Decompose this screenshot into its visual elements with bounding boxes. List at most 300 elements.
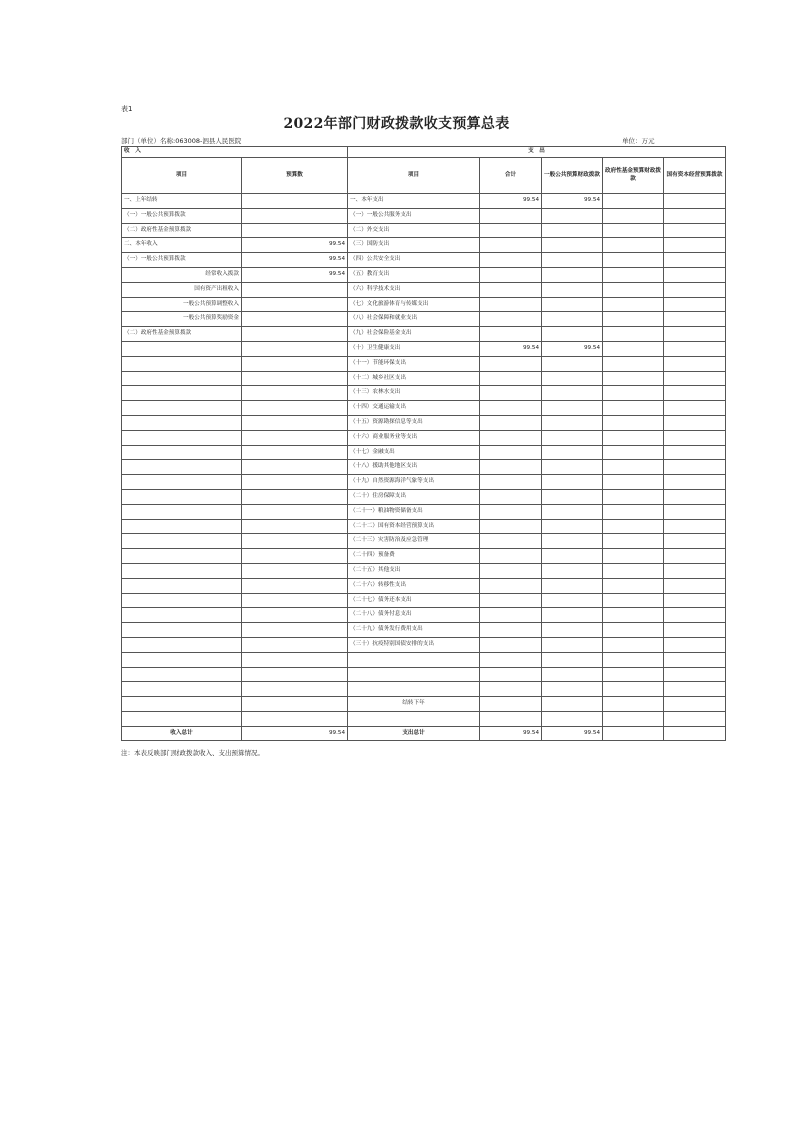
expense-item-cell: （八）社会保障和就业支出 bbox=[348, 312, 480, 327]
expense-item-cell: （二十七）债务还本支出 bbox=[348, 593, 480, 608]
expense-total-cell bbox=[480, 623, 542, 638]
income-value-cell bbox=[242, 341, 348, 356]
expense-general-cell: 99.54 bbox=[542, 341, 603, 356]
expense-total-cell bbox=[480, 401, 542, 416]
expense-capital-cell bbox=[664, 460, 726, 475]
expense-capital-cell bbox=[664, 297, 726, 312]
table-row bbox=[122, 415, 726, 430]
table-row bbox=[122, 312, 726, 327]
income-value-cell bbox=[242, 489, 348, 504]
income-value-cell bbox=[242, 697, 348, 712]
table-row bbox=[122, 697, 726, 712]
expense-fund-cell bbox=[603, 608, 664, 623]
expense-fund-cell bbox=[603, 578, 664, 593]
expense-fund-cell bbox=[603, 327, 664, 342]
expense-general-cell bbox=[542, 711, 603, 726]
expense-capital-cell bbox=[664, 519, 726, 534]
income-value-cell bbox=[242, 297, 348, 312]
table-row bbox=[122, 238, 726, 253]
expense-capital-cell bbox=[664, 312, 726, 327]
income-item-cell: 一般公共预算奖励资金 bbox=[122, 312, 242, 327]
expense-item-cell: （三十）抗疫特别国债安排的支出 bbox=[348, 637, 480, 652]
expense-total-cell bbox=[480, 593, 542, 608]
expense-item-cell: 结转下年 bbox=[348, 697, 480, 712]
income-value-cell bbox=[242, 519, 348, 534]
table-row bbox=[122, 253, 726, 268]
income-total-value: 99.54 bbox=[242, 726, 348, 741]
expense-fund-cell bbox=[603, 475, 664, 490]
income-item-cell bbox=[122, 475, 242, 490]
table-number: 表1 bbox=[121, 105, 133, 113]
income-value-cell bbox=[242, 578, 348, 593]
income-item-cell bbox=[122, 578, 242, 593]
expense-item-cell: （二十）住房保障支出 bbox=[348, 489, 480, 504]
income-item-cell bbox=[122, 386, 242, 401]
income-item-cell bbox=[122, 519, 242, 534]
table-row bbox=[122, 578, 726, 593]
income-value-cell bbox=[242, 430, 348, 445]
expense-total-cell bbox=[480, 608, 542, 623]
income-value-cell: 99.54 bbox=[242, 267, 348, 282]
income-item-cell bbox=[122, 415, 242, 430]
expense-fund-cell bbox=[603, 371, 664, 386]
income-value-cell bbox=[242, 667, 348, 682]
expense-total-cell bbox=[480, 267, 542, 282]
expense-fund-cell bbox=[603, 593, 664, 608]
income-item-header: 项目 bbox=[122, 158, 242, 194]
income-value-cell bbox=[242, 608, 348, 623]
expense-fund-cell bbox=[603, 563, 664, 578]
expense-total-cell bbox=[480, 563, 542, 578]
table-row bbox=[122, 282, 726, 297]
expense-total-cell: 99.54 bbox=[480, 341, 542, 356]
income-value-cell bbox=[242, 549, 348, 564]
table-row bbox=[122, 297, 726, 312]
expense-item-cell: （十四）交通运输支出 bbox=[348, 401, 480, 416]
expense-general-cell bbox=[542, 445, 603, 460]
income-value-cell bbox=[242, 623, 348, 638]
expense-item-cell: （十二）城乡社区支出 bbox=[348, 371, 480, 386]
expense-capital-cell bbox=[664, 578, 726, 593]
expense-general-cell bbox=[542, 475, 603, 490]
expense-general-cell bbox=[542, 356, 603, 371]
expense-fund-cell bbox=[603, 208, 664, 223]
income-value-cell bbox=[242, 223, 348, 238]
income-budget-header: 预算数 bbox=[242, 158, 348, 194]
expense-capital-cell bbox=[664, 667, 726, 682]
expense-total-cell bbox=[480, 312, 542, 327]
expense-total-cell bbox=[480, 578, 542, 593]
expense-general-cell bbox=[542, 578, 603, 593]
expense-total-cell bbox=[480, 327, 542, 342]
expense-total-cell bbox=[480, 504, 542, 519]
expense-fund-cell bbox=[603, 549, 664, 564]
expense-capital-cell bbox=[664, 253, 726, 268]
expense-total-cell bbox=[480, 386, 542, 401]
general-budget-header: 一般公共预算财政拨款 bbox=[542, 158, 603, 194]
expense-general-cell bbox=[542, 371, 603, 386]
table-row bbox=[122, 386, 726, 401]
income-item-cell: （一）一般公共预算拨款 bbox=[122, 208, 242, 223]
expense-capital-cell bbox=[664, 327, 726, 342]
income-item-cell bbox=[122, 637, 242, 652]
expense-item-header: 项目 bbox=[348, 158, 480, 194]
expense-general-cell bbox=[542, 697, 603, 712]
income-value-cell bbox=[242, 637, 348, 652]
expense-item-cell: （四）公共安全支出 bbox=[348, 253, 480, 268]
expense-item-cell: （十六）商业服务业等支出 bbox=[348, 430, 480, 445]
income-value-cell: 99.54 bbox=[242, 238, 348, 253]
expense-fund-cell bbox=[603, 282, 664, 297]
table-row bbox=[122, 401, 726, 416]
expense-capital-cell bbox=[664, 549, 726, 564]
expense-capital-cell bbox=[664, 371, 726, 386]
expense-fund-cell bbox=[603, 697, 664, 712]
department-name: 部门（单位）名称:063008-泗县人民医院 bbox=[121, 137, 242, 145]
expense-general-cell bbox=[542, 563, 603, 578]
expense-total-cell bbox=[480, 682, 542, 697]
expense-fund-cell bbox=[603, 489, 664, 504]
expense-general-cell bbox=[542, 682, 603, 697]
income-item-cell: 经常收入拨款 bbox=[122, 267, 242, 282]
income-value-cell bbox=[242, 504, 348, 519]
expense-fund-cell bbox=[603, 711, 664, 726]
expense-fund-cell bbox=[603, 415, 664, 430]
income-item-cell bbox=[122, 593, 242, 608]
income-item-cell bbox=[122, 623, 242, 638]
expense-general-cell bbox=[542, 667, 603, 682]
footnote: 注：本表反映部门财政拨款收入、支出预算情况。 bbox=[121, 749, 264, 757]
expense-fund-cell bbox=[603, 460, 664, 475]
expense-item-cell: （二十三）灾害防治及应急管理 bbox=[348, 534, 480, 549]
income-total-label: 收入总计 bbox=[122, 726, 242, 741]
expense-fund-cell bbox=[603, 238, 664, 253]
income-value-cell bbox=[242, 327, 348, 342]
expense-general-cell bbox=[542, 253, 603, 268]
expense-fund-cell bbox=[603, 519, 664, 534]
expense-capital-cell bbox=[664, 356, 726, 371]
table-row bbox=[122, 682, 726, 697]
unit-label: 单位：万元 bbox=[622, 137, 655, 145]
expense-general-cell bbox=[542, 623, 603, 638]
income-item-cell bbox=[122, 371, 242, 386]
expense-general-cell bbox=[542, 430, 603, 445]
expense-fund-cell bbox=[603, 194, 664, 209]
expense-capital-cell bbox=[664, 430, 726, 445]
expense-general-cell bbox=[542, 519, 603, 534]
income-item-cell bbox=[122, 682, 242, 697]
expense-capital-cell bbox=[664, 534, 726, 549]
expense-general-cell bbox=[542, 489, 603, 504]
income-value-cell bbox=[242, 475, 348, 490]
expense-item-cell: （十九）自然资源海洋气象等支出 bbox=[348, 475, 480, 490]
expense-total-cell bbox=[480, 460, 542, 475]
table-row bbox=[122, 623, 726, 638]
income-item-cell: （二）政府性基金预算拨款 bbox=[122, 327, 242, 342]
expense-capital-cell bbox=[664, 194, 726, 209]
expense-fund-cell bbox=[603, 445, 664, 460]
income-item-cell bbox=[122, 711, 242, 726]
expense-item-cell: （十五）资源勘探信息等支出 bbox=[348, 415, 480, 430]
expense-total-cell bbox=[480, 208, 542, 223]
total-header: 合计 bbox=[480, 158, 542, 194]
expense-fund-total bbox=[603, 726, 664, 741]
expense-section-header: 支 出 bbox=[348, 147, 726, 158]
expense-capital-total bbox=[664, 726, 726, 741]
income-item-cell bbox=[122, 341, 242, 356]
expense-general-cell bbox=[542, 267, 603, 282]
expense-general-cell bbox=[542, 208, 603, 223]
income-value-cell bbox=[242, 563, 348, 578]
table-row bbox=[122, 223, 726, 238]
expense-general-cell bbox=[542, 608, 603, 623]
income-value-cell bbox=[242, 593, 348, 608]
expense-item-cell bbox=[348, 711, 480, 726]
expense-fund-cell bbox=[603, 312, 664, 327]
expense-general-cell bbox=[542, 401, 603, 416]
expense-fund-cell bbox=[603, 504, 664, 519]
expense-total-cell bbox=[480, 637, 542, 652]
expense-total-cell bbox=[480, 238, 542, 253]
expense-total-cell bbox=[480, 667, 542, 682]
expense-fund-cell bbox=[603, 652, 664, 667]
table-row bbox=[122, 667, 726, 682]
income-item-cell bbox=[122, 489, 242, 504]
expense-capital-cell bbox=[664, 637, 726, 652]
expense-capital-cell bbox=[664, 238, 726, 253]
table-row bbox=[122, 563, 726, 578]
expense-fund-cell bbox=[603, 534, 664, 549]
expense-general-cell bbox=[542, 652, 603, 667]
income-value-cell bbox=[242, 312, 348, 327]
income-item-cell bbox=[122, 608, 242, 623]
expense-general-cell bbox=[542, 504, 603, 519]
income-value-cell: 99.54 bbox=[242, 253, 348, 268]
expense-fund-cell bbox=[603, 341, 664, 356]
expense-total-cell bbox=[480, 549, 542, 564]
expense-total-cell bbox=[480, 534, 542, 549]
income-value-cell bbox=[242, 401, 348, 416]
expense-total-cell bbox=[480, 519, 542, 534]
expense-item-cell: （六）科学技术支出 bbox=[348, 282, 480, 297]
expense-fund-cell bbox=[603, 623, 664, 638]
expense-capital-cell bbox=[664, 401, 726, 416]
expense-general-cell bbox=[542, 297, 603, 312]
expense-general-cell bbox=[542, 327, 603, 342]
income-item-cell bbox=[122, 401, 242, 416]
expense-item-cell: （十七）金融支出 bbox=[348, 445, 480, 460]
expense-total-cell bbox=[480, 223, 542, 238]
income-value-cell bbox=[242, 652, 348, 667]
table-row bbox=[122, 430, 726, 445]
expense-fund-cell bbox=[603, 386, 664, 401]
expense-general-cell bbox=[542, 549, 603, 564]
expense-capital-cell bbox=[664, 623, 726, 638]
expense-fund-cell bbox=[603, 223, 664, 238]
expense-capital-cell bbox=[664, 208, 726, 223]
expense-capital-cell bbox=[664, 223, 726, 238]
expense-item-cell: （二十四）预备费 bbox=[348, 549, 480, 564]
income-value-cell bbox=[242, 682, 348, 697]
expense-general-cell bbox=[542, 238, 603, 253]
expense-item-cell bbox=[348, 682, 480, 697]
capital-budget-header: 国有资本经营预算拨款 bbox=[664, 158, 726, 194]
income-item-cell bbox=[122, 504, 242, 519]
expense-capital-cell bbox=[664, 504, 726, 519]
expense-fund-cell bbox=[603, 682, 664, 697]
table-row bbox=[122, 608, 726, 623]
table-row bbox=[122, 711, 726, 726]
income-section-header: 收 入 bbox=[122, 147, 348, 158]
expense-general-cell bbox=[542, 460, 603, 475]
totals-row bbox=[122, 726, 726, 741]
expense-total-cell bbox=[480, 697, 542, 712]
expense-total-cell bbox=[480, 253, 542, 268]
expense-total-cell bbox=[480, 475, 542, 490]
income-item-cell: 一、上年结转 bbox=[122, 194, 242, 209]
income-item-cell bbox=[122, 460, 242, 475]
income-item-cell: 二、本年收入 bbox=[122, 238, 242, 253]
table-row bbox=[122, 475, 726, 490]
expense-capital-cell bbox=[664, 697, 726, 712]
expense-fund-cell bbox=[603, 667, 664, 682]
expense-total-cell bbox=[480, 371, 542, 386]
expense-general-cell bbox=[542, 534, 603, 549]
budget-table bbox=[121, 146, 726, 741]
expense-item-cell: （二）外交支出 bbox=[348, 223, 480, 238]
income-value-cell bbox=[242, 194, 348, 209]
table-row bbox=[122, 504, 726, 519]
income-item-cell bbox=[122, 430, 242, 445]
expense-fund-cell bbox=[603, 267, 664, 282]
table-row bbox=[122, 534, 726, 549]
expense-item-cell: （二十五）其他支出 bbox=[348, 563, 480, 578]
income-value-cell bbox=[242, 371, 348, 386]
income-item-cell bbox=[122, 563, 242, 578]
expense-capital-cell bbox=[664, 475, 726, 490]
expense-item-cell: （十三）农林水支出 bbox=[348, 386, 480, 401]
expense-general-cell bbox=[542, 223, 603, 238]
table-row bbox=[122, 371, 726, 386]
expense-general-cell bbox=[542, 312, 603, 327]
expense-capital-cell bbox=[664, 682, 726, 697]
expense-item-cell bbox=[348, 667, 480, 682]
expense-item-cell: （五）教育支出 bbox=[348, 267, 480, 282]
table-row bbox=[122, 341, 726, 356]
expense-item-cell: （二十一）粮油物资储备支出 bbox=[348, 504, 480, 519]
expense-fund-cell bbox=[603, 356, 664, 371]
expense-total-cell: 99.54 bbox=[480, 194, 542, 209]
expense-total-cell bbox=[480, 445, 542, 460]
expense-capital-cell bbox=[664, 489, 726, 504]
table-row bbox=[122, 327, 726, 342]
expense-total-cell bbox=[480, 652, 542, 667]
expense-fund-cell bbox=[603, 297, 664, 312]
expense-total-cell bbox=[480, 282, 542, 297]
expense-capital-cell bbox=[664, 415, 726, 430]
expense-item-cell: （二十六）转移性支出 bbox=[348, 578, 480, 593]
expense-item-cell: （七）文化旅游体育与传媒支出 bbox=[348, 297, 480, 312]
table-row bbox=[122, 194, 726, 209]
table-row bbox=[122, 356, 726, 371]
expense-general-total: 99.54 bbox=[542, 726, 603, 741]
expense-fund-cell bbox=[603, 253, 664, 268]
income-item-cell bbox=[122, 356, 242, 371]
income-item-cell: （一）一般公共预算拨款 bbox=[122, 253, 242, 268]
expense-capital-cell bbox=[664, 593, 726, 608]
expense-capital-cell bbox=[664, 267, 726, 282]
page-title: 2022年部门财政拨款收支预算总表 bbox=[283, 116, 510, 132]
expense-fund-cell bbox=[603, 430, 664, 445]
expense-item-cell: （三）国防支出 bbox=[348, 238, 480, 253]
expense-total-cell bbox=[480, 489, 542, 504]
expense-total-label: 支出总计 bbox=[348, 726, 480, 741]
table-row bbox=[122, 593, 726, 608]
income-value-cell bbox=[242, 415, 348, 430]
table-row bbox=[122, 208, 726, 223]
expense-item-cell: （二十九）债务发行费用支出 bbox=[348, 623, 480, 638]
income-item-cell: （二）政府性基金预算拨款 bbox=[122, 223, 242, 238]
expense-total-cell bbox=[480, 430, 542, 445]
expense-total-cell bbox=[480, 356, 542, 371]
income-item-cell bbox=[122, 652, 242, 667]
income-value-cell bbox=[242, 208, 348, 223]
expense-item-cell: （十八）援助其他地区支出 bbox=[348, 460, 480, 475]
expense-total-value: 99.54 bbox=[480, 726, 542, 741]
expense-item-cell: （九）社会保险基金支出 bbox=[348, 327, 480, 342]
table-row bbox=[122, 267, 726, 282]
table-row bbox=[122, 489, 726, 504]
expense-general-cell bbox=[542, 386, 603, 401]
expense-capital-cell bbox=[664, 652, 726, 667]
table-row bbox=[122, 445, 726, 460]
income-value-cell bbox=[242, 386, 348, 401]
table-row bbox=[122, 460, 726, 475]
expense-general-cell bbox=[542, 415, 603, 430]
expense-item-cell bbox=[348, 652, 480, 667]
table-row bbox=[122, 637, 726, 652]
expense-general-cell bbox=[542, 593, 603, 608]
expense-total-cell bbox=[480, 711, 542, 726]
income-item-cell bbox=[122, 667, 242, 682]
expense-capital-cell bbox=[664, 445, 726, 460]
table-row bbox=[122, 549, 726, 564]
fund-budget-header: 政府性基金预算财政拨款 bbox=[603, 158, 664, 194]
expense-fund-cell bbox=[603, 637, 664, 652]
income-value-cell bbox=[242, 711, 348, 726]
expense-capital-cell bbox=[664, 608, 726, 623]
income-item-cell bbox=[122, 697, 242, 712]
table-row bbox=[122, 519, 726, 534]
income-item-cell: 国有资产出租收入 bbox=[122, 282, 242, 297]
expense-fund-cell bbox=[603, 401, 664, 416]
expense-total-cell bbox=[480, 415, 542, 430]
expense-item-cell: 一、本年支出 bbox=[348, 194, 480, 209]
expense-item-cell: （十一）节能环保支出 bbox=[348, 356, 480, 371]
expense-general-cell bbox=[542, 637, 603, 652]
income-value-cell bbox=[242, 460, 348, 475]
income-item-cell bbox=[122, 549, 242, 564]
expense-capital-cell bbox=[664, 563, 726, 578]
expense-capital-cell bbox=[664, 282, 726, 297]
expense-general-cell bbox=[542, 282, 603, 297]
income-value-cell bbox=[242, 445, 348, 460]
expense-capital-cell bbox=[664, 711, 726, 726]
income-item-cell: 一般公共预算调整收入 bbox=[122, 297, 242, 312]
expense-total-cell bbox=[480, 297, 542, 312]
expense-item-cell: （十）卫生健康支出 bbox=[348, 341, 480, 356]
income-value-cell bbox=[242, 282, 348, 297]
